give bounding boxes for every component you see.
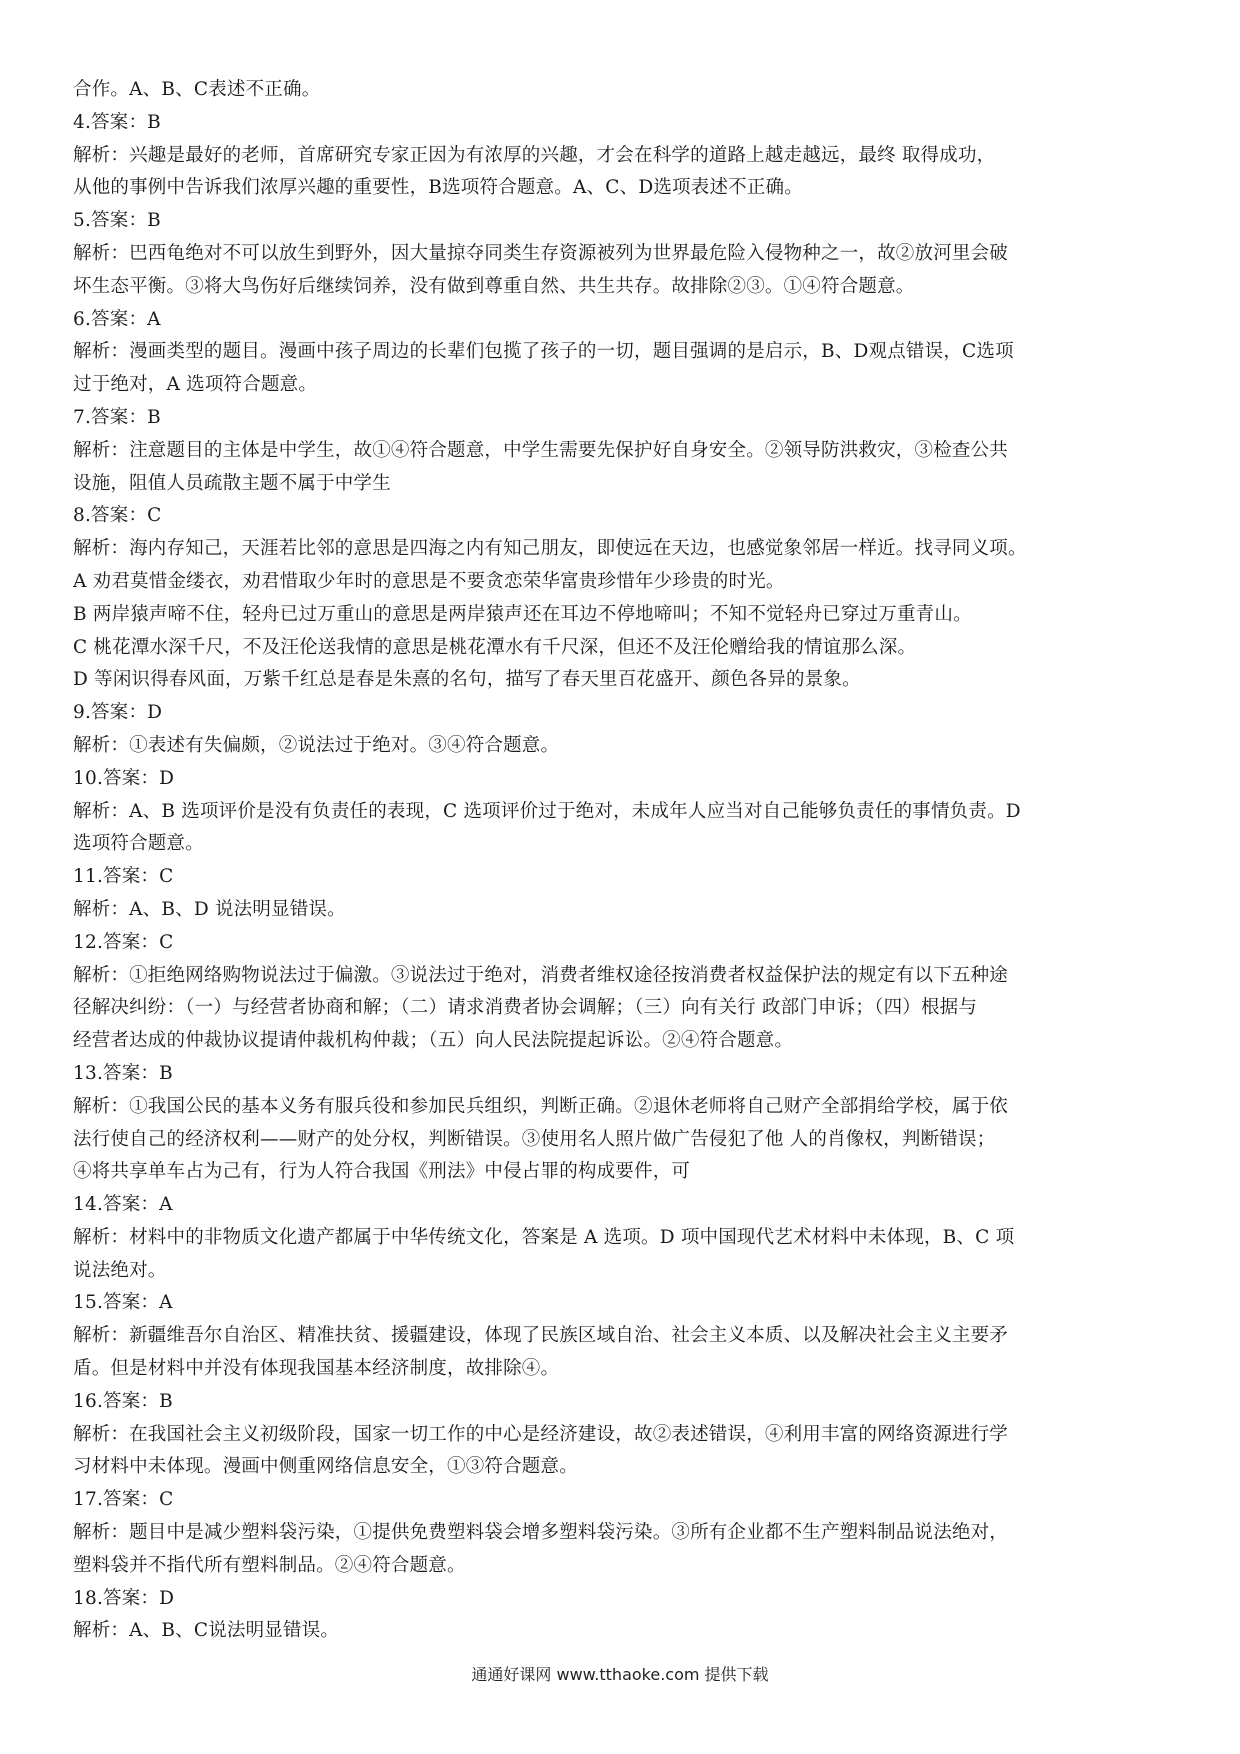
text-line: 合作。A、B、C表述不正确。 — [73, 79, 321, 100]
text-line: 经营者达成的仲裁协议提请仲裁机构仲裁；（五）向人民法院提起诉讼。②④符合题意。 — [73, 1030, 794, 1052]
text-line: 解析：①我国公民的基本义务有服兵役和参加民兵组织，判断正确。②退休老师将自己财产全部捐给学校，属于依 — [73, 1095, 1009, 1117]
text-line: 解析：A、B 选项评价是没有负责任的表现，C 选项评价过于绝对，未成年人应当对自己能够负责任的事情负责。D — [73, 800, 1021, 822]
document-body — [73, 74, 1173, 1648]
text-line: 设施，阻值人员疏散主题不属于中学生 — [73, 472, 391, 494]
text-line: 5.答案：B — [73, 210, 161, 232]
text-line: 过于绝对，A 选项符合题意。 — [73, 374, 318, 396]
text-line: 13.答案：B — [73, 1062, 173, 1084]
text-line: ④将共享单车占为己有，行为人符合我国《刑法》中侵占罪的构成要件，可 — [73, 1161, 691, 1183]
text-line: A 劝君莫惜金缕衣，劝君惜取少年时的意思是不要贪恋荣华富贵珍惜年少珍贵的时光。 — [73, 570, 785, 592]
text-line: 11.答案：C — [73, 866, 174, 888]
text-line: 盾。但是材料中并没有体现我国基本经济制度，故排除④。 — [73, 1358, 560, 1380]
text-line: 径解决纠纷：（一）与经营者协商和解；（二）请求消费者协会调解；（三）向有关行 政部门申诉；（四）根据与 — [73, 997, 978, 1019]
text-line: 解析：注意题目的主体是中学生，故①④符合题意，中学生需要先保护好自身安全。②领导防洪救灾，③检查公共 — [73, 439, 1009, 461]
page-footer: 通通好课网 www.tthaoke.com 提供下载 — [471, 1665, 769, 1684]
text-line: 说法绝对。 — [73, 1259, 167, 1281]
text-line: 解析：①表述有失偏颇，②说法过于绝对。③④符合题意。 — [73, 734, 560, 756]
text-line: 坏生态平衡。③将大鸟伤好后继续饲养，没有做到尊重自然、共生共存。故排除②③。①④符合题意。 — [73, 275, 915, 297]
text-line: C 桃花潭水深千尺，不及汪伦送我情的意思是桃花潭水有千尺深，但还不及汪伦赠给我的情谊那么深。 — [73, 636, 917, 658]
text-line: 解析：海内存知己，天涯若比邻的意思是四海之内有知己朋友，即使远在天边，也感觉象邻居一样近。找寻同义项。 — [73, 538, 1027, 560]
text-line: 解析：兴趣是最好的老师，首席研究专家正因为有浓厚的兴趣，才会在科学的道路上越走越远，最终 取得成功， — [73, 144, 996, 166]
text-line: 解析：漫画类型的题目。漫画中孩子周边的长辈们包揽了孩子的一切，题目强调的是启示，B、D观点错误，C选项 — [73, 341, 1014, 363]
text-line: 12.答案：C — [73, 931, 174, 953]
text-line: 解析：A、B、C说法明显错误。 — [73, 1620, 340, 1642]
text-line: 塑料袋并不指代所有塑料制品。②④符合题意。 — [73, 1554, 466, 1576]
text-line: 法行使自己的经济权利——财产的处分权，判断错误。③使用名人照片做广告侵犯了他 人的肖像权，判断错误； — [73, 1128, 996, 1150]
text-line: 习材料中未体现。漫画中侧重网络信息安全，①③符合题意。 — [73, 1456, 578, 1478]
text-line: D 等闲识得春风面，万紫千红总是春是朱熹的名句，描写了春天里百花盛开、颜色各异的景象。 — [73, 669, 861, 691]
text-line: 解析：材料中的非物质文化遗产都属于中华传统文化，答案是 A 选项。D 项中国现代艺术材料中未体现，B、C 项 — [73, 1226, 1015, 1248]
text-line: 10.答案：D — [73, 767, 175, 789]
text-line: 从他的事例中告诉我们浓厚兴趣的重要性，B选项符合题意。A、C、D选项表述不正确。 — [73, 177, 803, 199]
text-line: 解析：在我国社会主义初级阶段，国家一切工作的中心是经济建设，故②表述错误，④利用丰富的网络资源进行学 — [73, 1423, 1009, 1445]
text-line: 7.答案：B — [73, 406, 161, 428]
text-line: 14.答案：A — [73, 1194, 173, 1216]
text-line: 17.答案：C — [73, 1489, 174, 1511]
text-line: 解析：新疆维吾尔自治区、精准扶贫、援疆建设，体现了民族区域自治、社会主义本质、以及解决社会主义主要矛 — [73, 1325, 1009, 1347]
text-line: 解析：①拒绝网络购物说法过于偏激。③说法过于绝对，消费者维权途径按消费者权益保护法的规定有以下五种途 — [73, 964, 1009, 986]
text-line: 16.答案：B — [73, 1390, 173, 1412]
text-line: 15.答案：A — [73, 1292, 173, 1314]
text-line: 解析：A、B、D 说法明显错误。 — [73, 898, 346, 920]
text-line: B 两岸猿声啼不住，轻舟已过万重山的意思是两岸猿声还在耳边不停地啼叫；不知不觉轻舟已穿过万重青山。 — [73, 603, 972, 625]
text-line: 9.答案：D — [73, 702, 163, 724]
text-line: 解析：巴西龟绝对不可以放生到野外，因大量掠夺同类生存资源被列为世界最危险入侵物种之一，故②放河里会破 — [73, 242, 1009, 264]
text-line: 8.答案：C — [73, 505, 162, 527]
text-line: 18.答案：D — [73, 1587, 175, 1609]
text-line: 选项符合题意。 — [73, 833, 204, 855]
text-line: 4.答案：B — [73, 111, 161, 133]
text-line: 6.答案：A — [73, 308, 161, 330]
text-line: 解析：题目中是减少塑料袋污染，①提供免费塑料袋会增多塑料袋污染。③所有企业都不生产塑料制品说法绝对， — [73, 1522, 1009, 1544]
